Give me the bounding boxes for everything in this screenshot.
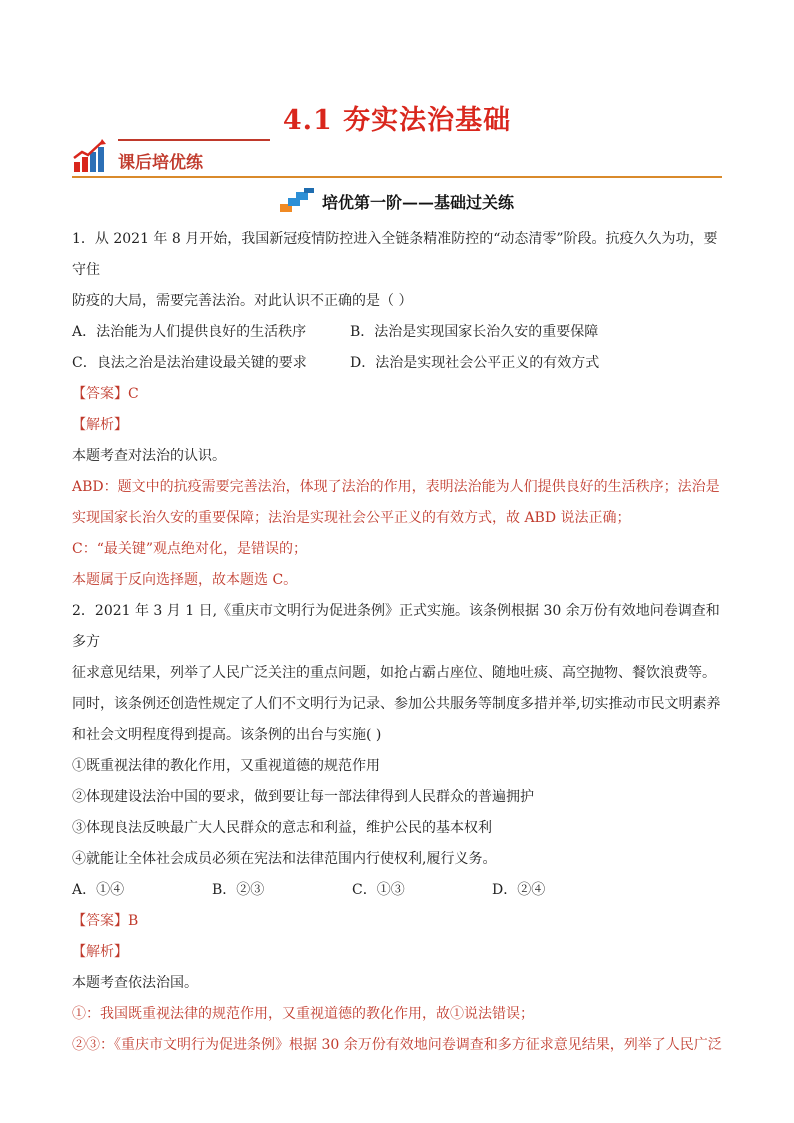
q1-option-d: D．法治是实现社会公平正义的有效方式 (350, 355, 600, 371)
q1-analysis-label: 【解析】 (72, 417, 128, 433)
q1-option-b: B．法治是实现国家长治久安的重要保障 (350, 324, 599, 340)
q2-item-1: ①既重视法律的教化作用，又重视道德的规范作用 (72, 758, 380, 774)
subsection-header (0, 188, 794, 214)
q2-analysis-label: 【解析】 (72, 944, 128, 960)
q2-stem-line4: 和社会文明程度得到提高。该条例的出台与实施( ) (72, 727, 382, 743)
q1-options-row2 (72, 348, 722, 379)
q2-analysis-23: ②③：《重庆市文明行为促进条例》根据 30 余万份有效地问卷调查和多方征求意见结果，列举了人民广泛 (72, 1037, 722, 1053)
section-top-rule (118, 139, 270, 141)
q2-analysis-1: ①：我国既重视法律的规范作用，又重视道德的教化作用，故①说法错误； (72, 1006, 534, 1022)
q2-item-4: ④就能让全体社会成员必须在宪法和法律范围内行使权利,履行义务。 (72, 851, 497, 867)
steps-icon (280, 188, 316, 214)
q2-stem-line2: 征求意见结果，列举了人民广泛关注的重点问题，如抢占霸占座位、随地吐痰、高空抛物、餐饮浪费等。 (72, 665, 716, 681)
q1-option-a: A．法治能为人们提供良好的生活秩序 (72, 324, 307, 340)
q2-stem-line1: 2．2021 年 3 月 1 日,《重庆市文明行为促进条例》正式实施。该条例根据 30 余万份有效地问卷调查和多方 (72, 603, 720, 650)
section-rule (72, 176, 722, 178)
q2-item-3: ③体现良法反映最广大人民群众的意志和利益，维护公民的基本权利 (72, 820, 492, 836)
q1-options-row1 (72, 317, 722, 348)
q2-options-row (72, 875, 722, 906)
q1-analysis-c: C：“最关键”观点绝对化，是错误的； (72, 541, 308, 557)
q2-answer: 【答案】B (72, 913, 139, 929)
q2-option-b: B．②③ (212, 882, 265, 898)
rising-chart-icon (72, 138, 108, 174)
q2-item-2: ②体现建设法治中国的要求，做到要让每一部法律得到人民群众的普遍拥护 (72, 789, 534, 805)
q1-analysis-abd-line1: ABD：题文中的抗疫需要完善法治，体现了法治的作用，表明法治能为人们提供良好的生活秩序；法治是 (72, 479, 720, 495)
q1-option-c: C．良法之治是法治建设最关键的要求 (72, 355, 307, 371)
q1-stem-line2: 防疫的大局，需要完善法治。对此认识不正确的是（ ） (72, 293, 413, 309)
q1-analysis-intro: 本题考查对法治的认识。 (72, 448, 226, 464)
section-header (72, 136, 722, 178)
section-title: 课后培优练 (118, 153, 203, 173)
q2-analysis-intro: 本题考查依法治国。 (72, 975, 198, 991)
document-body (72, 224, 722, 1061)
page-title: 4.1 夯实法治基础 (282, 105, 512, 136)
q2-option-c: C．①③ (352, 882, 405, 898)
q1-analysis-abd-line2: 实现国家长治久安的重要保障；法治是实现社会公平正义的有效方式，故 ABD 说法正确； (72, 510, 631, 526)
q1-answer: 【答案】C (72, 386, 139, 402)
q2-option-d: D．②④ (492, 882, 546, 898)
subsection-title: 培优第一阶——基础过关练 (321, 192, 514, 212)
q2-stem-line3: 同时，该条例还创造性规定了人们不文明行为记录、参加公共服务等制度多措并举,切实推动市民文明素养 (72, 696, 721, 712)
q2-option-a: A．①④ (72, 882, 125, 898)
q1-analysis-conclusion: 本题属于反向选择题，故本题选 C。 (72, 572, 298, 588)
q1-stem-line1: 1．从 2021 年 8 月开始，我国新冠疫情防控进入全链条精准防控的“动态清零”阶段。抗疫久久为功，要守住 (72, 231, 718, 278)
